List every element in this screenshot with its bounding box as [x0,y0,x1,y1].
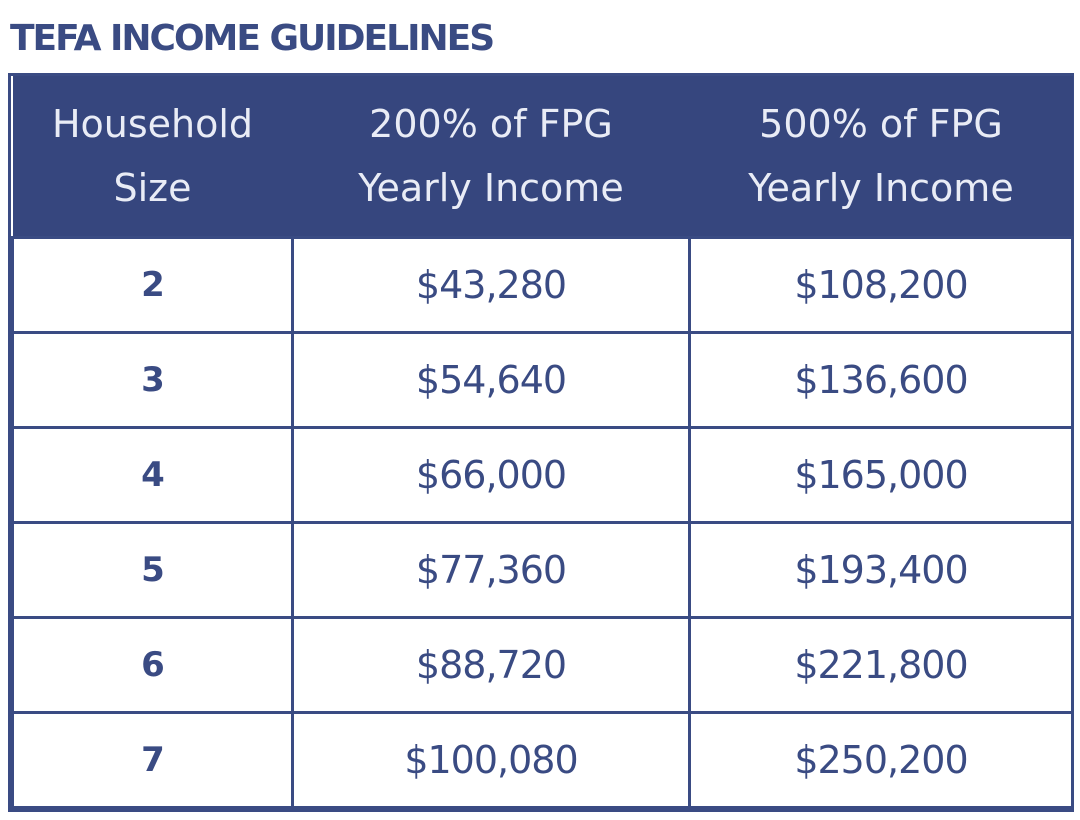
fpg-500-cell: $221,800 [690,617,1073,712]
fpg-500-cell: $250,200 [690,712,1073,807]
fpg-500-cell: $108,200 [690,237,1073,332]
table-header-row [13,76,1073,237]
table-row [13,237,1073,332]
income-guidelines-table [8,73,1074,812]
income-table [11,76,1074,809]
fpg-500-cell: $136,600 [690,332,1073,427]
table-row [13,617,1073,712]
household-size-cell: 3 [13,332,293,427]
fpg-200-cell: $77,360 [293,522,690,617]
fpg-200-cell: $66,000 [293,427,690,522]
table-row [13,332,1073,427]
table-row [13,522,1073,617]
page-title: TEFA INCOME GUIDELINES [10,18,494,59]
fpg-200-cell: $54,640 [293,332,690,427]
fpg-200-cell: $100,080 [293,712,690,807]
fpg-200-cell: $43,280 [293,237,690,332]
household-size-cell: 4 [13,427,293,522]
fpg-200-cell: $88,720 [293,617,690,712]
header-200-fpg: 200% of FPG Yearly Income [293,76,690,237]
household-size-cell: 7 [13,712,293,807]
household-size-cell: 2 [13,237,293,332]
table-row [13,427,1073,522]
household-size-cell: 5 [13,522,293,617]
fpg-500-cell: $165,000 [690,427,1073,522]
header-household-size: Household Size [13,76,293,237]
household-size-cell: 6 [13,617,293,712]
table-row [13,712,1073,807]
header-500-fpg: 500% of FPG Yearly Income [690,76,1073,237]
fpg-500-cell: $193,400 [690,522,1073,617]
